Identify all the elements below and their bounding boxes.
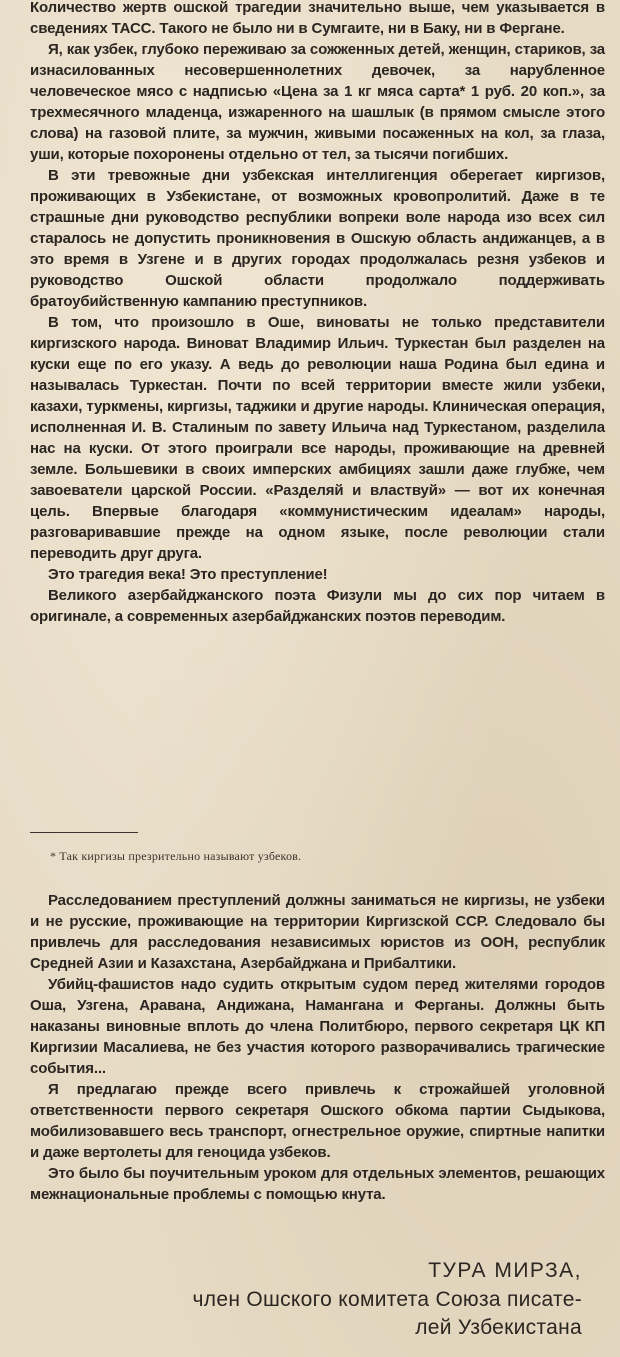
paragraph-tragedy: Это трагедия века! Это преступление!	[48, 566, 328, 583]
paragraph-lesson: Это было бы поучительным уроком для отдельных элементов, решающих межнациональные проблемы с помощью кнута.	[30, 1165, 605, 1203]
paragraph-grief: Я, как узбек, глубоко переживаю за сожженных детей, женщин, стариков, за изнасилованных несовершеннолетних девочек, за нарубленное человеческое мясо с надписью «Цена за 1 кг мяса сарта* 1 руб. 20 коп.», за трехмесячного младенца, изжаренного на шашлык (в прямом смысле этого слова) на газовой плите, за мужчин, живыми посаженных на кол, за глаза, уши, которые похоронены отдельно от тел, за тысячи погибших.	[30, 41, 605, 163]
article-body-bottom	[30, 890, 605, 1205]
footnote: * Так киргизы презрительно называют узбеков.	[50, 849, 302, 863]
footnote-divider	[30, 832, 138, 833]
author-name: ТУРА МИРЗА,	[428, 1259, 582, 1282]
author-title-line1: член Ошского комитета Союза писате-	[192, 1288, 582, 1311]
paragraph-turkestan: В том, что произошло в Оше, виноваты не только представители киргизского народа. Виноват Владимир Ильич. Туркестан был разделен на куски еще по его указу. А ведь до революции наша Родина был едина и называлась Туркестан. Почти по всей территории вместе жили узбеки, казахи, туркмены, киргизы, таджики и другие народы. Клиническая операция, исполненная И. В. Сталиным по завету Ильича над Туркестаном, разделила нас на куски. От этого проиграли все народы, проживающие на древней земле. Большевики в своих имперских амбициях зашли даже глубже, чем завоеватели царской России. «Разделяй и властвуй» — вот их конечная цель. Впервые благодаря «коммунистическим идеалам» народы, разговаривавшие прежде на одном языке, после революции стали переводить друг друга.	[30, 314, 605, 562]
paragraph-casualties: Количество жертв ошской трагедии значительно выше, чем указывается в сведениях ТАСС. Такого не было ни в Сумгаите, ни в Баку, ни в Фергане.	[30, 0, 605, 37]
article-body-top	[30, 0, 605, 627]
author-title-line2: лей Узбекистана	[415, 1316, 582, 1339]
paragraph-responsibility: Я предлагаю прежде всего привлечь к строжайшей уголовной ответственности первого секретаря Ошского обкома партии Сыдыкова, мобилизовавшего весь транспорт, огнестрельное оружие, спиртные напитки и даже вертолеты для геноцида узбеков.	[30, 1081, 605, 1161]
paragraph-investigation: Расследованием преступлений должны заниматься не киргизы, не узбеки и не русские, проживающие на территории Киргизской ССР. Следовало бы привлечь для расследования независимых юристов из ООН, республик Средней Азии и Казахстана, Азербайджана и Прибалтики.	[30, 892, 605, 972]
paragraph-trial: Убийц-фашистов надо судить открытым судом перед жителями городов Оша, Узгена, Аравана, Андижана, Намангана и Ферганы. Должны быть наказаны виновные вплоть до члена Политбюро, первого секретаря ЦК КП Киргизии Масалиева, не без участия которого разворачивались трагические события...	[30, 976, 605, 1077]
paragraph-fizuli: Великого азербайджанского поэта Физули мы до сих пор читаем в оригинале, а современных азербайджанских поэтов переводим.	[30, 587, 605, 625]
paragraph-intelligentsia: В эти тревожные дни узбекская интеллигенция оберегает киргизов, проживающих в Узбекистане, от возможных кровопролитий. Даже в те страшные дни руководство республики вопреки воле народа изо всех сил старалось не допустить проникновения в Ошскую область андижанцев, а в это время в Узгене и в других городах продолжалась резня узбеков и руководство Ошской области продолжало поддерживать братоубийственную кампанию преступников.	[30, 167, 605, 310]
